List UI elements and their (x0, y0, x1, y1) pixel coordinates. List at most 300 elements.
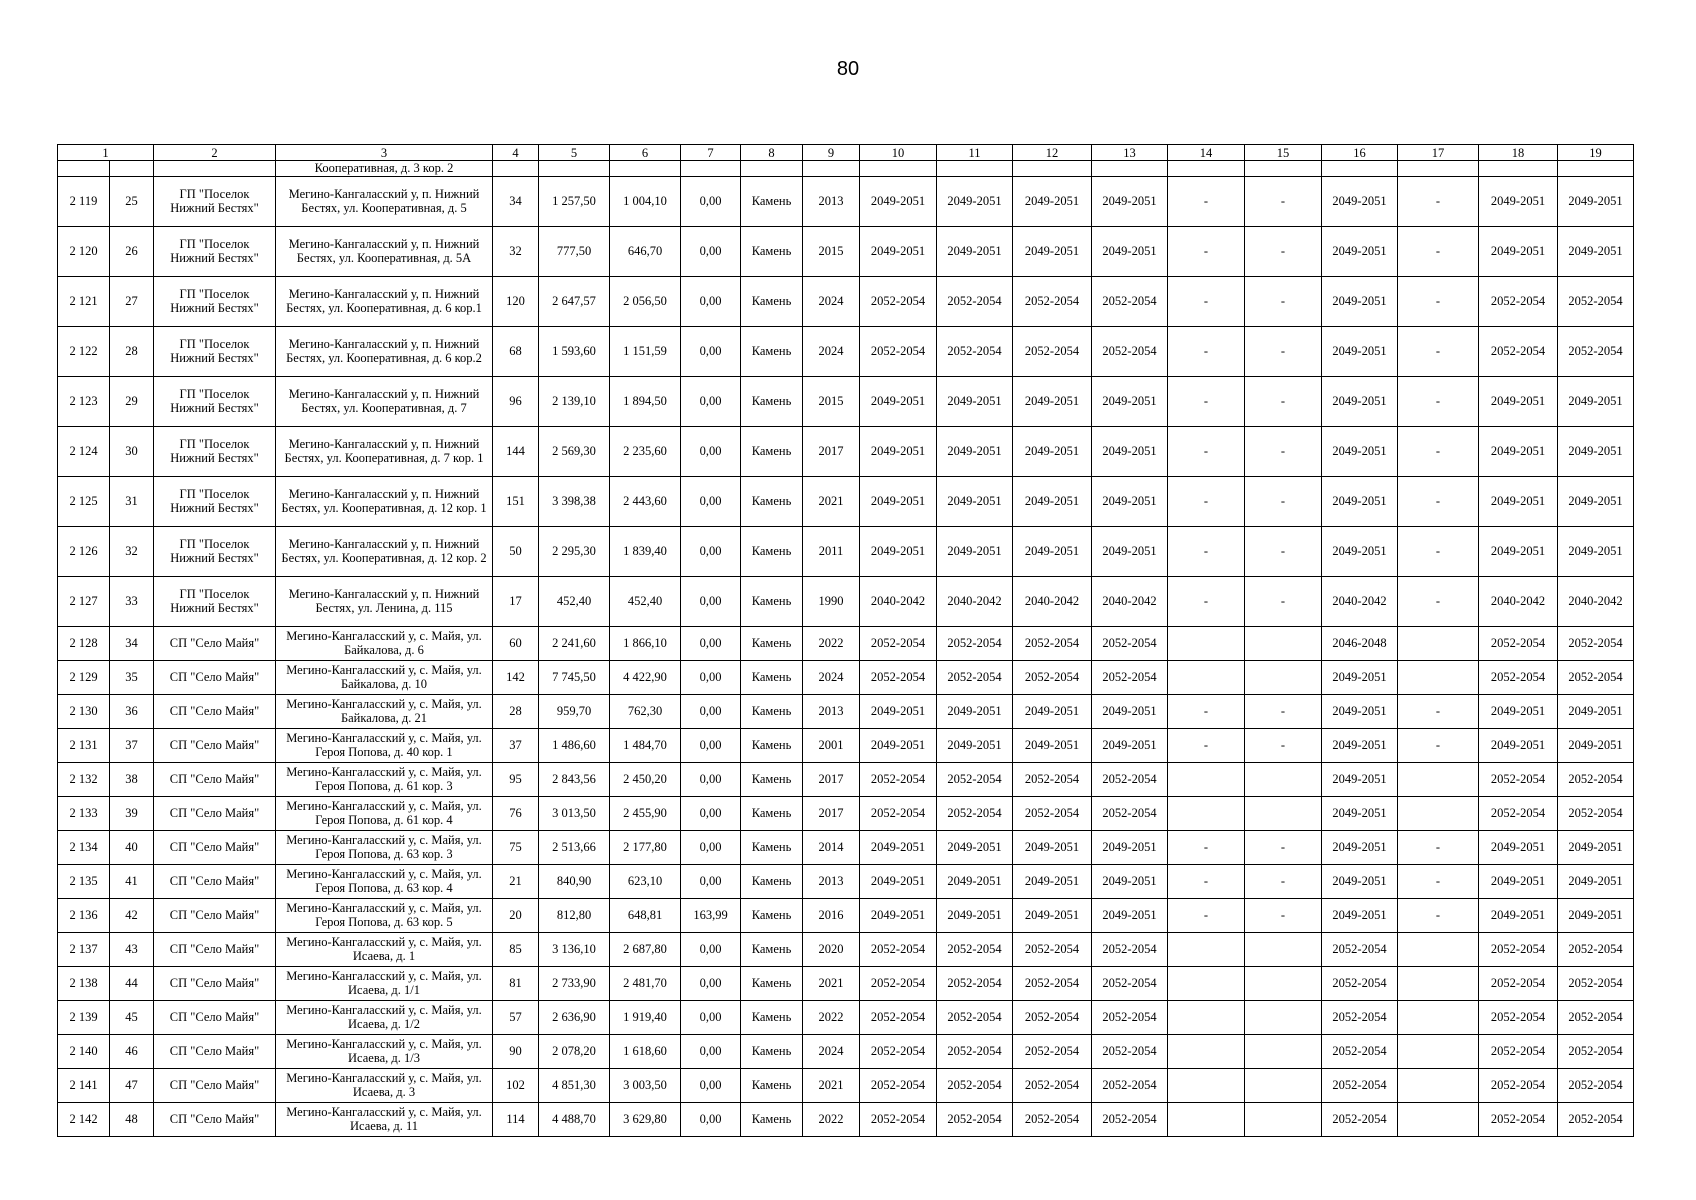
total-area-cell: 7 745,50 (539, 660, 610, 694)
period-10-cell: 2049-2051 (860, 694, 937, 728)
living-area-cell: 1 839,40 (610, 526, 681, 576)
period-10-cell: 2049-2051 (860, 526, 937, 576)
period-10-cell: 2052-2054 (860, 966, 937, 1000)
year-cell: 2013 (803, 176, 860, 226)
non-residential-area-cell: 0,00 (681, 796, 741, 830)
living-area-cell: 2 687,80 (610, 932, 681, 966)
living-area-cell: 3 629,80 (610, 1102, 681, 1136)
period-13-cell: 2052-2054 (1092, 626, 1168, 660)
period-15-cell: - (1245, 426, 1322, 476)
residents-cell: 57 (493, 1000, 539, 1034)
period-18-cell: 2049-2051 (1479, 694, 1558, 728)
column-header: 19 (1558, 145, 1634, 161)
period-14-cell (1168, 626, 1245, 660)
column-header: 11 (937, 145, 1013, 161)
residents-cell: 28 (493, 694, 539, 728)
period-14-cell (1168, 1102, 1245, 1136)
living-area-cell: 1 919,40 (610, 1000, 681, 1034)
total-area-cell: 812,80 (539, 898, 610, 932)
non-residential-area-cell: 163,99 (681, 898, 741, 932)
period-10-cell: 2049-2051 (860, 830, 937, 864)
address-cell: Мегино-Кангаласский у, п. Нижний Бестях, ул. Кооперативная, д. 12 кор. 1 (276, 476, 493, 526)
non-residential-area-cell: 0,00 (681, 932, 741, 966)
column-header: 12 (1013, 145, 1092, 161)
column-header: 16 (1322, 145, 1398, 161)
registry-number-cell: 2 135 (58, 864, 110, 898)
period-17-cell (1398, 932, 1479, 966)
period-17-cell (1398, 762, 1479, 796)
registry-number-cell: 2 119 (58, 176, 110, 226)
registry-number-cell: 2 122 (58, 326, 110, 376)
period-15-cell (1245, 796, 1322, 830)
table-row (58, 476, 1634, 526)
residents-cell: 60 (493, 626, 539, 660)
table-row (58, 326, 1634, 376)
period-10-cell: 2049-2051 (860, 476, 937, 526)
residents-cell: 142 (493, 660, 539, 694)
period-10-cell: 2049-2051 (860, 176, 937, 226)
period-16-cell: 2052-2054 (1322, 1034, 1398, 1068)
period-16-cell: 2049-2051 (1322, 728, 1398, 762)
period-15-cell (1245, 626, 1322, 660)
housing-register-table (57, 144, 1634, 1137)
local-number-cell: 42 (110, 898, 154, 932)
total-area-cell (539, 161, 610, 177)
period-17-cell (1398, 796, 1479, 830)
period-16-cell: 2052-2054 (1322, 932, 1398, 966)
period-12-cell: 2052-2054 (1013, 796, 1092, 830)
non-residential-area-cell: 0,00 (681, 376, 741, 426)
municipality-cell (154, 161, 276, 177)
period-15-cell (1245, 932, 1322, 966)
period-15-cell (1245, 1034, 1322, 1068)
period-11-cell: 2049-2051 (937, 176, 1013, 226)
period-16-cell: 2052-2054 (1322, 1102, 1398, 1136)
registry-number-cell: 2 125 (58, 476, 110, 526)
period-14-cell: - (1168, 864, 1245, 898)
period-11-cell (937, 161, 1013, 177)
period-16-cell: 2049-2051 (1322, 326, 1398, 376)
wall-material-cell: Камень (741, 728, 803, 762)
total-area-cell: 777,50 (539, 226, 610, 276)
period-12-cell: 2049-2051 (1013, 526, 1092, 576)
period-11-cell: 2052-2054 (937, 326, 1013, 376)
period-15-cell (1245, 1000, 1322, 1034)
period-11-cell: 2052-2054 (937, 660, 1013, 694)
non-residential-area-cell: 0,00 (681, 426, 741, 476)
period-17-cell: - (1398, 476, 1479, 526)
period-13-cell: 2052-2054 (1092, 276, 1168, 326)
period-16-cell: 2040-2042 (1322, 576, 1398, 626)
period-15-cell: - (1245, 276, 1322, 326)
period-10-cell: 2052-2054 (860, 1102, 937, 1136)
period-11-cell: 2052-2054 (937, 1102, 1013, 1136)
period-15-cell: - (1245, 728, 1322, 762)
period-17-cell (1398, 161, 1479, 177)
registry-number-cell: 2 123 (58, 376, 110, 426)
period-16-cell: 2052-2054 (1322, 1000, 1398, 1034)
local-number-cell: 39 (110, 796, 154, 830)
period-19-cell: 2049-2051 (1558, 898, 1634, 932)
period-19-cell (1558, 161, 1634, 177)
period-13-cell: 2049-2051 (1092, 376, 1168, 426)
period-13-cell: 2049-2051 (1092, 426, 1168, 476)
table-row (58, 376, 1634, 426)
period-15-cell (1245, 1068, 1322, 1102)
period-18-cell (1479, 161, 1558, 177)
residents-cell: 50 (493, 526, 539, 576)
living-area-cell: 623,10 (610, 864, 681, 898)
period-14-cell: - (1168, 376, 1245, 426)
table-row (58, 1102, 1634, 1136)
period-17-cell: - (1398, 898, 1479, 932)
address-cell: Мегино-Кангаласский у, п. Нижний Бестях, ул. Кооперативная, д. 5А (276, 226, 493, 276)
period-15-cell: - (1245, 576, 1322, 626)
period-18-cell: 2052-2054 (1479, 762, 1558, 796)
year-cell: 2021 (803, 1068, 860, 1102)
table-row (58, 1000, 1634, 1034)
period-19-cell: 2049-2051 (1558, 476, 1634, 526)
period-17-cell: - (1398, 694, 1479, 728)
period-14-cell: - (1168, 694, 1245, 728)
local-number-cell: 43 (110, 932, 154, 966)
non-residential-area-cell: 0,00 (681, 176, 741, 226)
period-19-cell: 2052-2054 (1558, 1000, 1634, 1034)
period-18-cell: 2049-2051 (1479, 426, 1558, 476)
municipality-cell: СП "Село Майя" (154, 932, 276, 966)
address-cell: Мегино-Кангаласский у, с. Майя, ул. Байкалова, д. 6 (276, 626, 493, 660)
living-area-cell: 2 455,90 (610, 796, 681, 830)
total-area-cell: 2 733,90 (539, 966, 610, 1000)
period-17-cell: - (1398, 326, 1479, 376)
column-header: 18 (1479, 145, 1558, 161)
period-19-cell: 2052-2054 (1558, 1034, 1634, 1068)
column-header: 3 (276, 145, 493, 161)
residents-cell: 96 (493, 376, 539, 426)
period-14-cell: - (1168, 830, 1245, 864)
non-residential-area-cell: 0,00 (681, 626, 741, 660)
period-11-cell: 2052-2054 (937, 762, 1013, 796)
table-row (58, 526, 1634, 576)
address-cell: Мегино-Кангаласский у, с. Майя, ул. Героя Попова, д. 61 кор. 4 (276, 796, 493, 830)
period-15-cell: - (1245, 864, 1322, 898)
total-area-cell: 2 843,56 (539, 762, 610, 796)
period-18-cell: 2049-2051 (1479, 526, 1558, 576)
residents-cell: 32 (493, 226, 539, 276)
period-18-cell: 2052-2054 (1479, 1000, 1558, 1034)
registry-number-cell: 2 137 (58, 932, 110, 966)
period-15-cell (1245, 966, 1322, 1000)
residents-cell: 68 (493, 326, 539, 376)
address-cell: Мегино-Кангаласский у, п. Нижний Бестях, ул. Кооперативная, д. 12 кор. 2 (276, 526, 493, 576)
living-area-cell: 1 866,10 (610, 626, 681, 660)
address-cell: Мегино-Кангаласский у, п. Нижний Бестях, ул. Кооперативная, д. 6 кор.2 (276, 326, 493, 376)
period-13-cell: 2052-2054 (1092, 1000, 1168, 1034)
table-row (58, 966, 1634, 1000)
column-header: 4 (493, 145, 539, 161)
year-cell: 1990 (803, 576, 860, 626)
wall-material-cell: Камень (741, 660, 803, 694)
period-13-cell: 2052-2054 (1092, 660, 1168, 694)
table-row (58, 1068, 1634, 1102)
period-19-cell: 2049-2051 (1558, 526, 1634, 576)
period-13-cell: 2049-2051 (1092, 830, 1168, 864)
year-cell: 2015 (803, 226, 860, 276)
period-16-cell: 2049-2051 (1322, 276, 1398, 326)
period-10-cell: 2052-2054 (860, 626, 937, 660)
period-13-cell: 2052-2054 (1092, 966, 1168, 1000)
local-number-cell: 25 (110, 176, 154, 226)
living-area-cell: 4 422,90 (610, 660, 681, 694)
period-14-cell: - (1168, 476, 1245, 526)
municipality-cell: СП "Село Майя" (154, 1102, 276, 1136)
local-number-cell: 30 (110, 426, 154, 476)
registry-number-cell: 2 120 (58, 226, 110, 276)
year-cell: 2021 (803, 966, 860, 1000)
period-16-cell: 2049-2051 (1322, 864, 1398, 898)
period-13-cell: 2052-2054 (1092, 762, 1168, 796)
municipality-cell: ГП "Поселок Нижний Бестях" (154, 276, 276, 326)
period-19-cell: 2049-2051 (1558, 694, 1634, 728)
wall-material-cell: Камень (741, 176, 803, 226)
period-19-cell: 2049-2051 (1558, 376, 1634, 426)
period-15-cell: - (1245, 226, 1322, 276)
table-row (58, 864, 1634, 898)
period-10-cell: 2052-2054 (860, 932, 937, 966)
wall-material-cell: Камень (741, 932, 803, 966)
period-13-cell (1092, 161, 1168, 177)
non-residential-area-cell: 0,00 (681, 1034, 741, 1068)
period-17-cell: - (1398, 830, 1479, 864)
total-area-cell: 2 241,60 (539, 626, 610, 660)
non-residential-area-cell (681, 161, 741, 177)
living-area-cell: 1 618,60 (610, 1034, 681, 1068)
period-11-cell: 2052-2054 (937, 932, 1013, 966)
address-cell: Мегино-Кангаласский у, с. Майя, ул. Героя Попова, д. 61 кор. 3 (276, 762, 493, 796)
period-17-cell (1398, 1102, 1479, 1136)
year-cell: 2001 (803, 728, 860, 762)
wall-material-cell: Камень (741, 1000, 803, 1034)
period-13-cell: 2040-2042 (1092, 576, 1168, 626)
period-15-cell: - (1245, 526, 1322, 576)
period-10-cell: 2052-2054 (860, 276, 937, 326)
municipality-cell: СП "Село Майя" (154, 898, 276, 932)
period-10-cell: 2049-2051 (860, 728, 937, 762)
period-16-cell: 2049-2051 (1322, 830, 1398, 864)
address-cell: Мегино-Кангаласский у, с. Майя, ул. Исаева, д. 1/3 (276, 1034, 493, 1068)
period-19-cell: 2049-2051 (1558, 864, 1634, 898)
period-18-cell: 2052-2054 (1479, 1102, 1558, 1136)
total-area-cell: 840,90 (539, 864, 610, 898)
living-area-cell: 452,40 (610, 576, 681, 626)
local-number-cell: 41 (110, 864, 154, 898)
period-11-cell: 2049-2051 (937, 476, 1013, 526)
period-10-cell: 2040-2042 (860, 576, 937, 626)
period-15-cell (1245, 660, 1322, 694)
period-12-cell: 2049-2051 (1013, 830, 1092, 864)
period-10-cell (860, 161, 937, 177)
period-12-cell: 2049-2051 (1013, 476, 1092, 526)
year-cell: 2014 (803, 830, 860, 864)
period-14-cell (1168, 161, 1245, 177)
address-cell: Мегино-Кангаласский у, с. Майя, ул. Героя Попова, д. 63 кор. 3 (276, 830, 493, 864)
wall-material-cell: Камень (741, 1068, 803, 1102)
period-13-cell: 2052-2054 (1092, 932, 1168, 966)
period-17-cell (1398, 1068, 1479, 1102)
living-area-cell: 2 177,80 (610, 830, 681, 864)
period-13-cell: 2049-2051 (1092, 476, 1168, 526)
period-12-cell: 2049-2051 (1013, 694, 1092, 728)
period-15-cell: - (1245, 476, 1322, 526)
year-cell: 2013 (803, 694, 860, 728)
period-15-cell: - (1245, 376, 1322, 426)
registry-number-cell: 2 136 (58, 898, 110, 932)
wall-material-cell: Камень (741, 276, 803, 326)
wall-material-cell: Камень (741, 796, 803, 830)
column-number-header-row (58, 145, 1634, 161)
local-number-cell: 26 (110, 226, 154, 276)
year-cell: 2020 (803, 932, 860, 966)
table-row (58, 932, 1634, 966)
year-cell: 2017 (803, 796, 860, 830)
municipality-cell: СП "Село Майя" (154, 762, 276, 796)
period-17-cell (1398, 1000, 1479, 1034)
period-11-cell: 2052-2054 (937, 1034, 1013, 1068)
period-15-cell: - (1245, 326, 1322, 376)
period-11-cell: 2049-2051 (937, 426, 1013, 476)
period-16-cell: 2049-2051 (1322, 226, 1398, 276)
period-19-cell: 2049-2051 (1558, 226, 1634, 276)
local-number-cell: 33 (110, 576, 154, 626)
period-14-cell: - (1168, 898, 1245, 932)
living-area-cell: 2 481,70 (610, 966, 681, 1000)
total-area-cell: 1 593,60 (539, 326, 610, 376)
registry-number-cell: 2 126 (58, 526, 110, 576)
local-number-cell: 32 (110, 526, 154, 576)
table-row (58, 161, 1634, 177)
period-11-cell: 2049-2051 (937, 694, 1013, 728)
period-17-cell: - (1398, 276, 1479, 326)
wall-material-cell: Камень (741, 830, 803, 864)
local-number-cell: 40 (110, 830, 154, 864)
address-cell: Мегино-Кангаласский у, п. Нижний Бестях, ул. Кооперативная, д. 6 кор.1 (276, 276, 493, 326)
period-11-cell: 2040-2042 (937, 576, 1013, 626)
total-area-cell: 2 513,66 (539, 830, 610, 864)
municipality-cell: СП "Село Майя" (154, 1034, 276, 1068)
column-header: 2 (154, 145, 276, 161)
period-13-cell: 2052-2054 (1092, 326, 1168, 376)
period-11-cell: 2049-2051 (937, 898, 1013, 932)
period-12-cell: 2052-2054 (1013, 966, 1092, 1000)
period-19-cell: 2052-2054 (1558, 966, 1634, 1000)
period-19-cell: 2052-2054 (1558, 796, 1634, 830)
address-cell: Мегино-Кангаласский у, с. Майя, ул. Исаева, д. 11 (276, 1102, 493, 1136)
municipality-cell: ГП "Поселок Нижний Бестях" (154, 326, 276, 376)
living-area-cell: 1 151,59 (610, 326, 681, 376)
period-19-cell: 2040-2042 (1558, 576, 1634, 626)
period-15-cell (1245, 1102, 1322, 1136)
wall-material-cell: Камень (741, 898, 803, 932)
wall-material-cell: Камень (741, 1102, 803, 1136)
total-area-cell: 4 488,70 (539, 1102, 610, 1136)
table-row (58, 660, 1634, 694)
column-header: 6 (610, 145, 681, 161)
period-12-cell (1013, 161, 1092, 177)
local-number-cell: 37 (110, 728, 154, 762)
living-area-cell: 762,30 (610, 694, 681, 728)
period-14-cell: - (1168, 176, 1245, 226)
period-17-cell: - (1398, 226, 1479, 276)
period-12-cell: 2049-2051 (1013, 898, 1092, 932)
non-residential-area-cell: 0,00 (681, 728, 741, 762)
total-area-cell: 2 295,30 (539, 526, 610, 576)
period-16-cell (1322, 161, 1398, 177)
period-12-cell: 2052-2054 (1013, 1102, 1092, 1136)
period-14-cell (1168, 1034, 1245, 1068)
municipality-cell: СП "Село Майя" (154, 796, 276, 830)
municipality-cell: СП "Село Майя" (154, 966, 276, 1000)
period-11-cell: 2052-2054 (937, 626, 1013, 660)
period-16-cell: 2049-2051 (1322, 376, 1398, 426)
non-residential-area-cell: 0,00 (681, 576, 741, 626)
period-12-cell: 2049-2051 (1013, 176, 1092, 226)
table-body (58, 161, 1634, 1137)
period-18-cell: 2040-2042 (1479, 576, 1558, 626)
residents-cell: 81 (493, 966, 539, 1000)
period-18-cell: 2052-2054 (1479, 932, 1558, 966)
wall-material-cell: Камень (741, 376, 803, 426)
non-residential-area-cell: 0,00 (681, 864, 741, 898)
period-19-cell: 2052-2054 (1558, 762, 1634, 796)
year-cell (803, 161, 860, 177)
year-cell: 2013 (803, 864, 860, 898)
table-row (58, 830, 1634, 864)
non-residential-area-cell: 0,00 (681, 660, 741, 694)
table-row (58, 576, 1634, 626)
registry-number-cell: 2 134 (58, 830, 110, 864)
local-number-cell: 28 (110, 326, 154, 376)
local-number-cell: 45 (110, 1000, 154, 1034)
period-19-cell: 2049-2051 (1558, 728, 1634, 762)
residents-cell: 21 (493, 864, 539, 898)
period-19-cell: 2052-2054 (1558, 932, 1634, 966)
period-11-cell: 2049-2051 (937, 830, 1013, 864)
address-cell: Мегино-Кангаласский у, п. Нижний Бестях, ул. Кооперативная, д. 5 (276, 176, 493, 226)
wall-material-cell: Камень (741, 326, 803, 376)
period-10-cell: 2052-2054 (860, 1000, 937, 1034)
address-cell: Мегино-Кангаласский у, п. Нижний Бестях, ул. Кооперативная, д. 7 (276, 376, 493, 426)
period-11-cell: 2049-2051 (937, 864, 1013, 898)
living-area-cell: 2 450,20 (610, 762, 681, 796)
municipality-cell: СП "Село Майя" (154, 694, 276, 728)
period-12-cell: 2049-2051 (1013, 376, 1092, 426)
registry-number-cell: 2 142 (58, 1102, 110, 1136)
non-residential-area-cell: 0,00 (681, 1000, 741, 1034)
period-19-cell: 2049-2051 (1558, 426, 1634, 476)
period-16-cell: 2052-2054 (1322, 1068, 1398, 1102)
period-19-cell: 2049-2051 (1558, 176, 1634, 226)
period-12-cell: 2052-2054 (1013, 326, 1092, 376)
address-cell: Мегино-Кангаласский у, с. Майя, ул. Исаева, д. 1/2 (276, 1000, 493, 1034)
period-19-cell: 2052-2054 (1558, 326, 1634, 376)
non-residential-area-cell: 0,00 (681, 830, 741, 864)
registry-number-cell: 2 131 (58, 728, 110, 762)
local-number-cell: 31 (110, 476, 154, 526)
total-area-cell: 452,40 (539, 576, 610, 626)
table-row (58, 1034, 1634, 1068)
period-15-cell: - (1245, 898, 1322, 932)
wall-material-cell: Камень (741, 864, 803, 898)
